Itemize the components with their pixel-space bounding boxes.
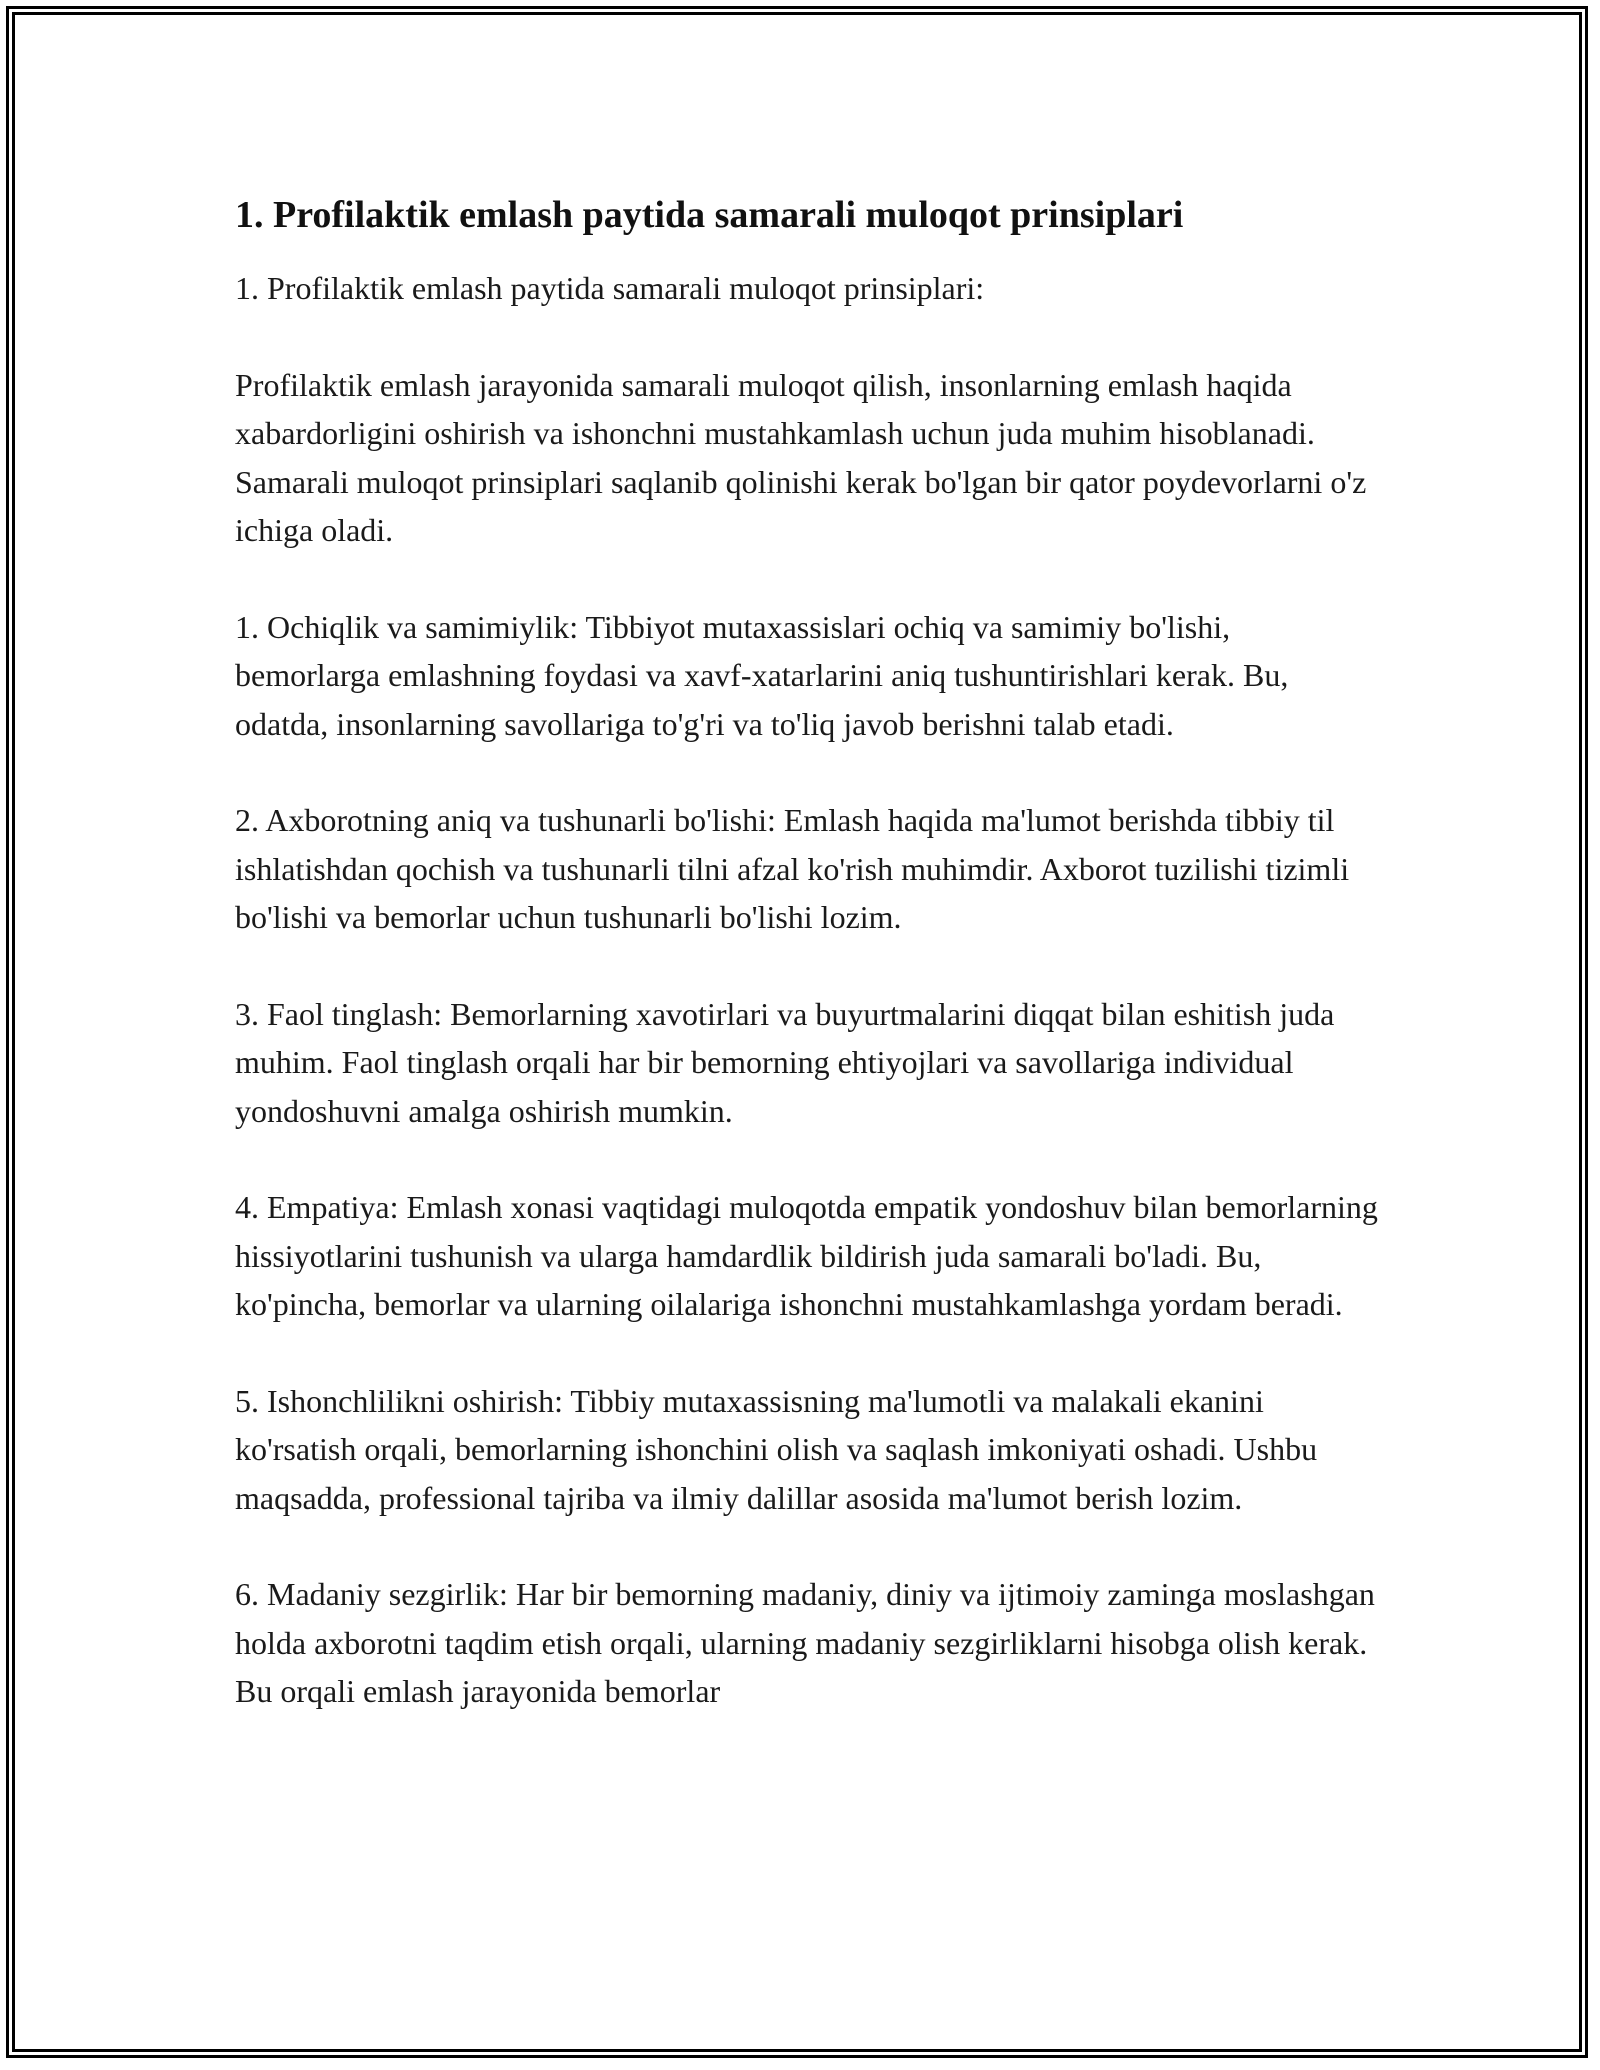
paragraph-intro-heading: 1. Profilaktik emlash paytida samarali muloqot prinsiplari: [235, 270, 985, 306]
paragraph-empathy: 4. Empatiya: Emlash xonasi vaqtidagi muloqotda empatik yondoshuv bilan bemorlarning hissiyotlarini tushunish va ularga hamdardlik bildirish juda samarali bo'ladi. Bu, ko'pincha, bemorlar va ularning oilalariga ishonchni mustahkamlashga yordam beradi. [235, 1189, 1378, 1322]
paragraph-trust: 5. Ishonchlilikni oshirish: Tibbiy mutaxassisning ma'lumotli va malakali ekanini ko'rsatish orqali, bemorlarning ishonchini olish va saqlash imkoniyati oshadi. Ushbu maqsadda, professional tajriba va ilmiy dalillar asosida ma'lumot berish lozim. [235, 1382, 1318, 1516]
paragraph-active-listening: 3. Faol tinglash: Bemorlarning xavotirlari va buyurtmalarini diqqat bilan eshitish juda muhim. Faol tinglash orqali har bir bemorning ehtiyojlari va savollariga individual yondoshuvni amalga oshirish mumkin. [235, 995, 1335, 1129]
document-body [235, 188, 1380, 1764]
paragraph-openness: 1. Ochiqlik va samimiylik: Tibbiyot mutaxassislari ochiq va samimiy bo'lishi, bemorlarga emlashning foydasi va xavf-xatarlarini aniq tushuntirishlari kerak. Bu, odatda, insonlarning savollariga to'g'ri va to'liq javob berishni talab etadi. [235, 608, 1289, 742]
paragraph-clear-information: 2. Axborotning aniq va tushunarli bo'lishi: Emlash haqida ma'lumot berishda tibbiy til ishlatishdan qochish va tushunarli tilni afzal ko'rish muhimdir. Axborot tuzilishi tizimli bo'lishi va bemorlar uchun tushunarli bo'lishi lozim. [235, 802, 1350, 935]
paragraph-cultural-sensitivity: 6. Madaniy sezgirlik: Har bir bemorning madaniy, diniy va ijtimoiy zaminga moslashgan holda axborotni taqdim etish orqali, ularning madaniy sezgirliklarni hisobga olish kerak. Bu orqali emlash jarayonida bemorlar [235, 1576, 1375, 1709]
paragraph-introduction: Profilaktik emlash jarayonida samarali muloqot qilish, insonlarning emlash haqida xabardorligini oshirish va ishonchni mustahkamlash uchun juda muhim hisoblanadi. Samarali muloqot prinsiplari saqlanib qolinishi kerak bo'lgan bir qator poydevorlarni o'z ichiga oladi. [235, 366, 1367, 548]
document-title: 1. Profilaktik emlash paytida samarali muloqot prinsiplari [235, 194, 1184, 236]
